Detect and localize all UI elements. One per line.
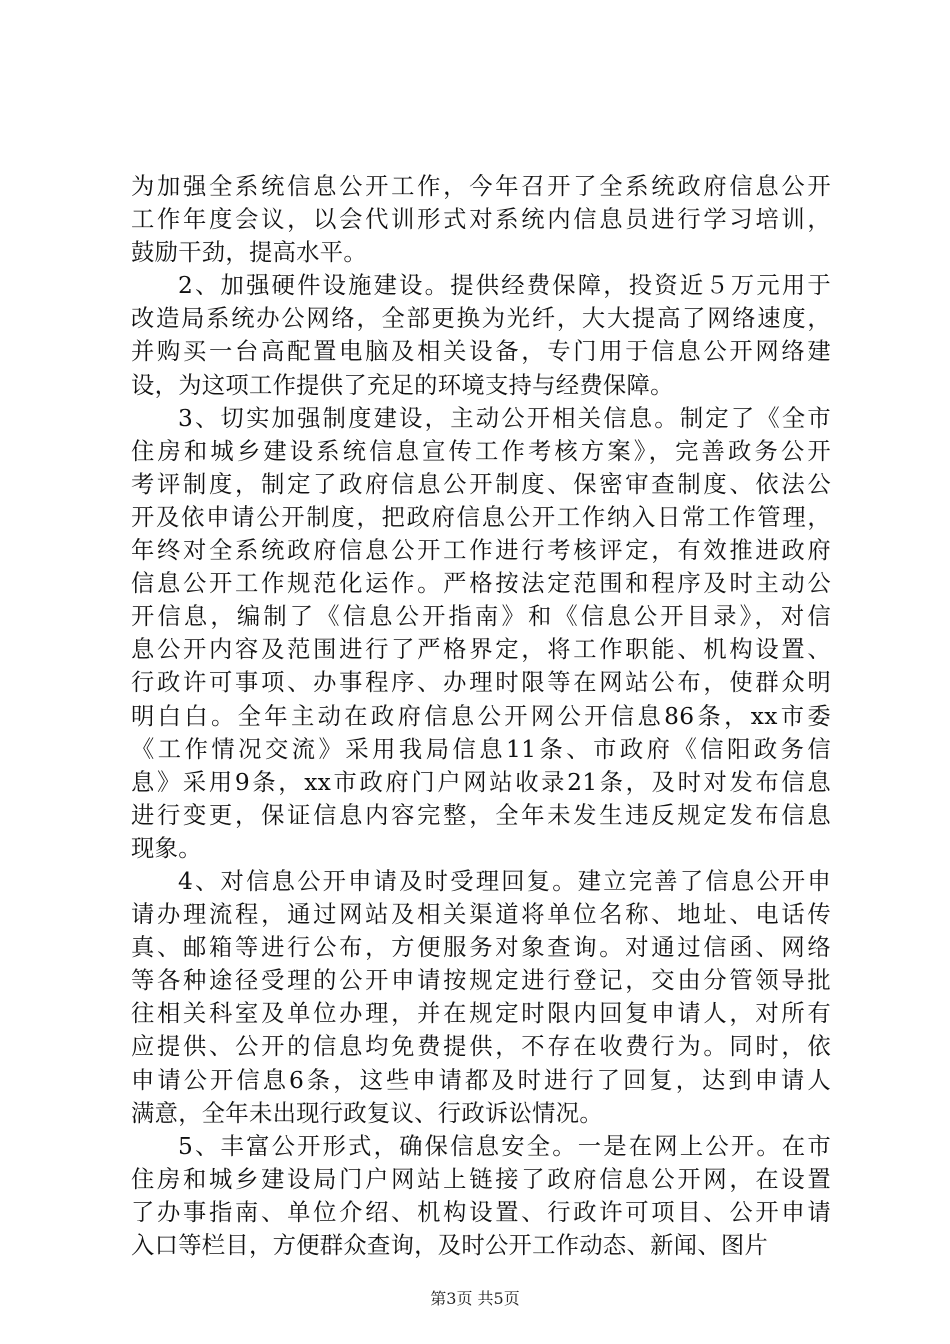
paragraph [131, 865, 831, 1130]
text-line: 信息公开工作规范化运作。严格按法定范围和程序及时主动公 [131, 570, 831, 598]
text-line: 2、加强硬件设施建设。提供经费保障，投资近５万元用于 [178, 272, 831, 300]
text-line: 现象。 [131, 834, 202, 862]
document-body [131, 170, 831, 1262]
text-line: 住房和城乡建设系统信息宣传工作考核方案》，完善政务公开 [131, 437, 831, 465]
paragraph [131, 402, 831, 865]
text-line: 为加强全系统信息公开工作，今年召开了全系统政府信息公开 [131, 173, 831, 200]
text-line: 5、丰富公开形式，确保信息安全。一是在网上公开。在市 [178, 1132, 831, 1160]
text-line: 3、切实加强制度建设，主动公开相关信息。制定了《全市 [178, 404, 831, 432]
text-line: 申请公开信息6条，这些申请都及时进行了回复，达到申请人 [131, 1066, 831, 1094]
text-line: 应提供、公开的信息均免费提供，不存在收费行为。同时，依 [131, 1033, 831, 1061]
page-footer [0, 1286, 950, 1309]
paragraph [131, 1130, 831, 1262]
text-line: 满意，全年未出现行政复议、行政诉讼情况。 [131, 1099, 603, 1127]
page-number: 第3页 共5页 [430, 1289, 520, 1308]
text-line: 开及依申请公开制度，把政府信息公开工作纳入日常工作管理， [131, 503, 831, 531]
text-line: 请办理流程，通过网站及相关渠道将单位名称、地址、电话传 [131, 901, 831, 929]
text-line: 行政许可事项、办事程序、办理时限等在网站公布，使群众明 [131, 669, 831, 697]
text-line: 鼓励干劲，提高水平。 [131, 239, 367, 267]
text-line: 住房和城乡建设局门户网站上链接了政府信息公开网，在设置 [131, 1165, 831, 1193]
text-line: 4、对信息公开申请及时受理回复。建立完善了信息公开申 [178, 867, 831, 895]
text-line: 开信息，编制了《信息公开指南》和《信息公开目录》，对信 [131, 603, 831, 631]
text-line: 入口等栏目，方便群众查询，及时公开工作动态、新闻、图片 [131, 1232, 769, 1259]
text-line: 考评制度，制定了政府信息公开制度、保密审查制度、依法公 [131, 470, 831, 498]
text-line: 往相关科室及单位办理，并在规定时限内回复申请人，对所有 [131, 1000, 831, 1028]
text-line: 设，为这项工作提供了充足的环境支持与经费保障。 [131, 371, 674, 399]
text-line: 《工作情况交流》采用我局信息11条、市政府《信阳政务信 [131, 735, 831, 763]
text-line: 并购买一台高配置电脑及相关设备，专门用于信息公开网络建 [131, 338, 831, 366]
text-line: 进行变更，保证信息内容完整，全年未发生违反规定发布信息 [131, 801, 831, 829]
text-line: 真、邮箱等进行公布，方便服务对象查询。对通过信函、网络 [131, 934, 831, 962]
text-line: 明白白。全年主动在政府信息公开网公开信息86条，xx市委 [131, 702, 831, 730]
text-line: 息》采用9条，xx市政府门户网站收录21条，及时对发布信息 [131, 768, 831, 796]
paragraph [131, 269, 831, 401]
text-line: 工作年度会议，以会代训形式对系统内信息员进行学习培训， [131, 206, 831, 234]
text-line: 改造局系统办公网络，全部更换为光纤，大大提高了网络速度， [131, 305, 831, 333]
text-line: 息公开内容及范围进行了严格界定，将工作职能、机构设置、 [131, 636, 831, 664]
text-line: 了办事指南、单位介绍、机构设置、行政许可项目、公开申请 [131, 1198, 831, 1226]
paragraph [131, 170, 831, 269]
text-line: 等各种途径受理的公开申请按规定进行登记，交由分管领导批 [131, 967, 831, 995]
text-line: 年终对全系统政府信息公开工作进行考核评定，有效推进政府 [131, 537, 831, 565]
